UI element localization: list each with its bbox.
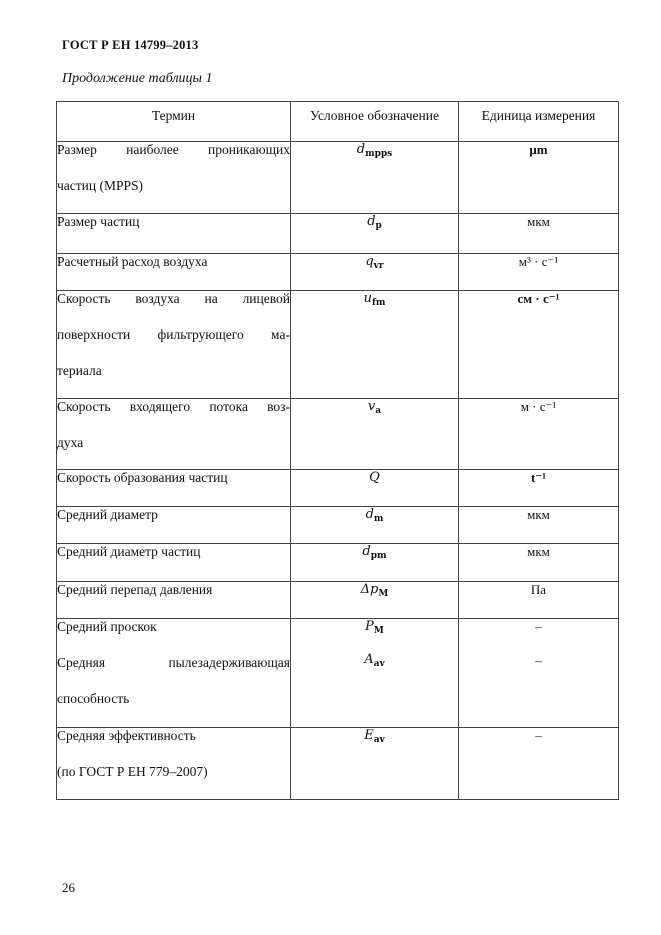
- term-text: духа: [57, 435, 84, 450]
- term-text: Размер частиц: [57, 214, 140, 229]
- table-row: [57, 619, 619, 728]
- term-text: Средняя эффективность: [57, 728, 196, 743]
- unit-cell: [459, 214, 619, 254]
- term-cell: [57, 470, 291, 507]
- term-cell: [57, 399, 291, 470]
- page-number: 26: [62, 880, 75, 895]
- symbol-subscript: mpps: [365, 149, 393, 159]
- table-row: [57, 142, 619, 214]
- symbol-subscript: vr: [373, 261, 384, 271]
- term-text: способность: [57, 691, 130, 706]
- term-cell: [57, 254, 291, 291]
- unit-value: мкм: [527, 214, 550, 229]
- unit-cell: [459, 470, 619, 507]
- symbol: A: [364, 652, 374, 667]
- table-row: [57, 728, 619, 800]
- term-text: Расчетный расход воздуха: [57, 254, 208, 269]
- symbol-subscript: M: [378, 589, 389, 599]
- symbol: d: [362, 544, 371, 559]
- term-cell: [57, 291, 291, 399]
- term-cell: [57, 619, 291, 728]
- term-text: (по ГОСТ Р ЕН 779–2007): [57, 764, 208, 779]
- symbol-cell: [291, 142, 459, 214]
- symbol-cell: [291, 507, 459, 544]
- term-text: Скорость воздуха на лицевой: [57, 291, 290, 306]
- unit-cell: [459, 728, 619, 800]
- unit-value: мкм: [527, 544, 550, 559]
- symbol-cell: [291, 582, 459, 619]
- symbol-subscript: M: [373, 626, 384, 636]
- document-header: ГОСТ Р ЕН 14799–2013: [62, 38, 199, 52]
- unit-cell: [459, 291, 619, 399]
- table-row: [57, 214, 619, 254]
- symbol: E: [364, 728, 374, 743]
- symbol-subscript: pm: [370, 551, 387, 561]
- unit-value: мкм: [527, 507, 550, 522]
- symbol: P: [365, 619, 374, 634]
- table-row: [57, 507, 619, 544]
- term-cell: [57, 544, 291, 582]
- unit-value: м³ · с⁻¹: [518, 254, 559, 269]
- term-text: Размер наиболее проникающих: [57, 142, 290, 157]
- term-text: Средняя пылезадерживающая: [57, 655, 290, 670]
- symbol: Δp: [360, 582, 379, 597]
- unit-cell: [459, 399, 619, 470]
- unit-value: μm: [529, 142, 548, 157]
- symbol-cell: [291, 544, 459, 582]
- table-row: [57, 582, 619, 619]
- symbol-second: [291, 652, 458, 669]
- table-row: [57, 544, 619, 582]
- term-text: Скорость образования частиц: [57, 470, 228, 485]
- unit-cell: [459, 507, 619, 544]
- term-text: Средний диаметр частиц: [57, 544, 201, 559]
- term-cell: [57, 507, 291, 544]
- unit-cell: [459, 142, 619, 214]
- unit-value: –: [535, 728, 542, 743]
- symbol: q: [365, 254, 374, 269]
- symbol-cell: [291, 399, 459, 470]
- terms-table: [56, 101, 619, 800]
- symbol-cell: [291, 470, 459, 507]
- symbol: d: [365, 507, 374, 522]
- unit-value: м · с⁻¹: [520, 399, 557, 414]
- unit-cell: [459, 619, 619, 728]
- symbol-subscript: av: [373, 659, 385, 669]
- term-text: поверхности фильтрующего ма-: [57, 327, 290, 342]
- unit-value: –: [535, 619, 542, 634]
- unit-value: Па: [530, 582, 547, 597]
- unit-cell: [459, 582, 619, 619]
- table-row: [57, 470, 619, 507]
- term-text: териала: [57, 363, 102, 378]
- term-text: частиц (MPPS): [57, 178, 144, 193]
- table-row: [57, 254, 619, 291]
- symbol-subscript: av: [373, 735, 385, 745]
- table-row: [57, 399, 619, 470]
- unit-cell: [459, 254, 619, 291]
- symbol: d: [367, 214, 376, 229]
- term-text: Средний проскок: [57, 619, 157, 634]
- term-cell: [57, 582, 291, 619]
- symbol: u: [363, 291, 372, 306]
- symbol: v: [367, 399, 376, 414]
- symbol-cell: [291, 619, 459, 728]
- unit-value-second: –: [535, 653, 542, 668]
- symbol-cell: [291, 291, 459, 399]
- symbol-cell: [291, 254, 459, 291]
- column-header-symbol: Условное обозначение: [291, 102, 459, 142]
- symbol-subscript: a: [375, 406, 382, 416]
- table-row: [57, 291, 619, 399]
- unit-cell: [459, 544, 619, 582]
- term-text: Скорость входящего потока воз-: [57, 399, 290, 414]
- symbol: Q: [369, 470, 380, 485]
- symbol-cell: [291, 728, 459, 800]
- table-header-row: [57, 102, 619, 142]
- symbol: d: [356, 142, 366, 157]
- symbol-cell: [291, 214, 459, 254]
- unit-value: см · с⁻¹: [517, 291, 560, 306]
- column-header-term: Термин: [57, 102, 291, 142]
- symbol-subscript: fm: [371, 298, 386, 308]
- term-cell: [57, 214, 291, 254]
- table-caption: Продолжение таблицы 1: [62, 71, 213, 86]
- unit-value: t⁻¹: [530, 470, 547, 485]
- column-header-unit: Единица измерения: [459, 102, 619, 142]
- term-text: Средний диаметр: [57, 507, 158, 522]
- term-text: Средний перепад давления: [57, 582, 213, 597]
- symbol-subscript: m: [373, 514, 384, 524]
- symbol-subscript: p: [375, 221, 382, 231]
- term-cell: [57, 142, 291, 214]
- term-cell: [57, 728, 291, 800]
